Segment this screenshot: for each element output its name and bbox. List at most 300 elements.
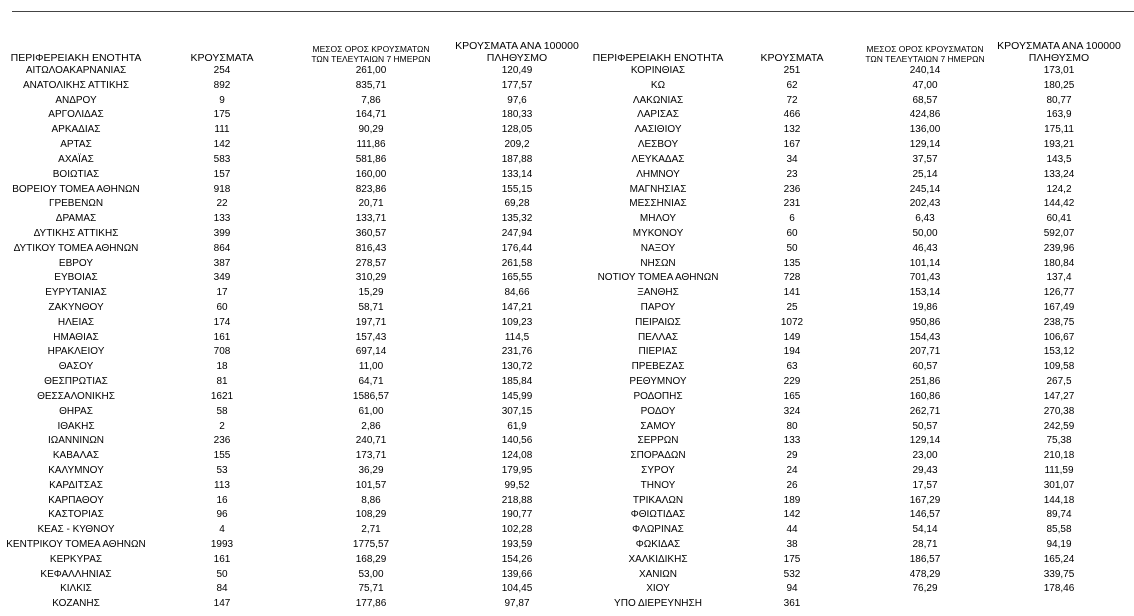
left-cases-cell: 399 <box>213 227 231 239</box>
left-avg7-cell: 2,86 <box>361 420 381 432</box>
header-per100k-right <box>994 38 1124 64</box>
left-avg7-cell: 1586,57 <box>352 390 390 402</box>
right-per100k-cell: 153,12 <box>1043 346 1075 358</box>
left-avg7-cell: 108,29 <box>355 509 387 521</box>
right-per100k-cell: 137,4 <box>1046 272 1072 284</box>
right-region-cell: ΡΟΔΟΠΗΣ <box>633 390 683 402</box>
table-row <box>4 316 1124 331</box>
right-per100k-cell: 239,96 <box>1043 242 1075 254</box>
right-region-cell: ΛΑΡΙΣΑΣ <box>637 109 679 121</box>
left-avg7-cell: 697,14 <box>355 346 387 358</box>
right-per100k-cell: 60,41 <box>1046 213 1072 225</box>
right-avg7-cell: 50,00 <box>912 227 938 239</box>
header-region-left: ΠΕΡΙΦΕΡΕΙΑΚΗ ΕΝΟΤΗΤΑ <box>10 52 142 64</box>
right-cases-cell: 80 <box>786 420 798 432</box>
table-row <box>4 108 1124 123</box>
left-region-cell: ΚΕΦΑΛΛΗΝΙΑΣ <box>40 568 112 580</box>
left-per100k-cell: 128,05 <box>501 124 533 136</box>
right-per100k-cell: 270,38 <box>1043 405 1075 417</box>
right-region-cell: ΥΠΟ ΔΙΕΡΕΥΝΗΣΗ <box>614 598 702 610</box>
table-row <box>4 568 1124 583</box>
left-cases-cell: 147 <box>213 598 231 610</box>
right-avg7-cell: 129,14 <box>909 435 941 447</box>
table-row <box>4 271 1124 286</box>
left-avg7-cell: 75,71 <box>358 583 384 595</box>
right-per100k-cell: 94,19 <box>1046 539 1072 550</box>
table-row <box>4 479 1124 494</box>
left-region-cell: ΑΧΑΪΑΣ <box>58 153 94 165</box>
left-cases-cell: 113 <box>214 479 230 491</box>
right-region-cell: ΣΠΟΡΑΔΩΝ <box>630 450 686 462</box>
left-per100k-cell: 140,56 <box>501 435 533 447</box>
right-cases-cell: 236 <box>783 183 801 195</box>
left-per100k-cell: 165,55 <box>501 272 533 284</box>
left-region-cell: ΘΕΣΠΡΩΤΙΑΣ <box>44 376 108 388</box>
left-region-cell: ΚΑΡΠΑΘΟΥ <box>48 494 104 506</box>
right-avg7-cell: 146,57 <box>909 509 941 521</box>
right-region-cell: ΧΙΟΥ <box>646 583 670 595</box>
header-row <box>4 38 1124 64</box>
right-per100k-cell: 163,9 <box>1046 109 1072 121</box>
right-avg7-cell: 60,57 <box>912 361 938 373</box>
table-row <box>4 405 1124 420</box>
right-per100k-cell: 267,5 <box>1046 376 1072 388</box>
right-avg7-cell: 424,86 <box>909 109 941 121</box>
left-per100k-cell: 97,6 <box>507 94 527 106</box>
right-cases-cell: 29 <box>786 450 798 462</box>
left-cases-cell: 583 <box>213 153 231 165</box>
right-per100k-cell: 133,24 <box>1043 168 1075 180</box>
right-per100k-cell: 178,46 <box>1043 583 1075 595</box>
right-cases-cell: 50 <box>786 242 798 254</box>
right-avg7-cell: 478,29 <box>909 568 941 580</box>
right-region-cell: ΠΕΛΛΑΣ <box>637 331 679 343</box>
left-region-cell: ΕΥΒΟΙΑΣ <box>54 272 98 284</box>
right-per100k-cell: 167,49 <box>1043 302 1075 313</box>
left-avg7-cell: 835,71 <box>355 79 387 91</box>
left-avg7-cell: 90,29 <box>358 124 384 136</box>
right-cases-cell: 229 <box>783 376 801 388</box>
right-region-cell: ΠΙΕΡΙΑΣ <box>638 346 678 358</box>
left-cases-cell: 81 <box>216 376 228 388</box>
right-avg7-cell: 240,14 <box>909 65 941 76</box>
right-cases-cell: 189 <box>783 494 801 506</box>
left-per100k-cell: 261,58 <box>501 257 533 269</box>
left-per100k-cell: 99,52 <box>504 479 530 491</box>
left-per100k-cell: 109,23 <box>501 316 533 328</box>
right-avg7-cell: 207,71 <box>909 346 941 358</box>
right-per100k-cell: 339,75 <box>1043 568 1075 580</box>
right-avg7-cell: 129,14 <box>909 139 941 151</box>
left-avg7-cell: 2,71 <box>361 524 381 536</box>
right-per100k-cell: 175,11 <box>1044 124 1074 136</box>
left-cases-cell: 175 <box>213 109 231 121</box>
right-avg7-cell: 76,29 <box>912 583 938 595</box>
right-region-cell: ΦΛΩΡΙΝΑΣ <box>632 524 684 536</box>
left-avg7-cell: 64,71 <box>358 376 384 388</box>
left-region-cell: ΑΡΚΑΔΙΑΣ <box>51 124 101 136</box>
left-region-cell: ΓΡΕΒΕΝΩΝ <box>48 198 104 210</box>
left-per100k-cell: 84,66 <box>504 287 530 299</box>
right-avg7-cell: 25,14 <box>912 168 938 180</box>
header-per100k-line1: ΚΡΟΥΣΜΑΤΑ ΑΝΑ 100000 <box>455 40 579 52</box>
left-per100k-cell: 177,57 <box>501 79 533 91</box>
right-region-cell: ΚΟΡΙΝΘΙΑΣ <box>630 65 686 76</box>
left-per100k-cell: 179,95 <box>501 464 533 476</box>
left-cases-cell: 708 <box>213 346 231 358</box>
left-per100k-cell: 209,2 <box>504 139 530 151</box>
left-cases-cell: 892 <box>213 79 231 91</box>
header-avg7-line1: ΜΕΣΟΣ ΟΡΟΣ ΚΡΟΥΣΜΑΤΩΝ <box>866 44 984 54</box>
right-region-cell: ΜΥΚΟΝΟΥ <box>632 227 684 239</box>
left-cases-cell: 58 <box>216 405 228 417</box>
left-region-cell: ΚΟΖΑΝΗΣ <box>52 598 100 610</box>
right-per100k-cell: 124,2 <box>1046 183 1072 195</box>
left-per100k-cell: 218,88 <box>501 494 533 506</box>
left-avg7-cell: 164,71 <box>355 109 387 121</box>
left-region-cell: ΘΗΡΑΣ <box>59 405 93 417</box>
left-region-cell: ΒΟΙΩΤΙΑΣ <box>52 168 100 180</box>
right-region-cell: ΜΑΓΝΗΣΙΑΣ <box>629 183 687 195</box>
left-region-cell: ΗΜΑΘΙΑΣ <box>53 331 99 343</box>
right-avg7-cell: 262,71 <box>909 405 941 417</box>
left-avg7-cell: 36,29 <box>358 464 384 476</box>
right-per100k-cell: 165,24 <box>1043 553 1075 565</box>
right-avg7-cell: 28,71 <box>912 539 938 550</box>
right-cases-cell: 133 <box>783 435 801 447</box>
right-per100k-cell: 109,58 <box>1043 361 1075 373</box>
right-per100k-cell: 89,74 <box>1046 509 1072 521</box>
right-region-cell: ΛΑΚΩΝΙΑΣ <box>632 94 684 106</box>
left-region-cell: ΙΩΑΝΝΙΝΩΝ <box>47 435 105 447</box>
right-cases-cell: 44 <box>786 524 798 536</box>
left-region-cell: ΚΕΡΚΥΡΑΣ <box>49 553 103 565</box>
left-avg7-cell: 261,00 <box>355 65 387 76</box>
right-region-cell: ΝΑΞΟΥ <box>640 242 676 254</box>
right-cases-cell: 194 <box>783 346 801 358</box>
left-cases-cell: 2 <box>219 420 225 432</box>
left-cases-cell: 161 <box>213 331 231 343</box>
left-region-cell: ΔΥΤΙΚΟΥ ΤΟΜΕΑ ΑΘΗΝΩΝ <box>13 242 139 254</box>
table-row <box>4 94 1124 109</box>
right-region-cell: ΣΕΡΡΩΝ <box>637 435 679 447</box>
left-per100k-cell: 185,84 <box>501 376 533 388</box>
right-avg7-cell: 54,14 <box>912 524 938 536</box>
table-row <box>4 138 1124 153</box>
right-cases-cell: 23 <box>786 168 798 180</box>
left-cases-cell: 161 <box>213 553 231 565</box>
right-cases-cell: 135 <box>783 257 801 269</box>
right-region-cell: ΧΑΛΚΙΔΙΚΗΣ <box>628 553 688 565</box>
left-cases-cell: 16 <box>216 494 228 506</box>
left-avg7-cell: 173,71 <box>355 450 387 462</box>
left-cases-cell: 18 <box>216 361 228 373</box>
right-per100k-cell: 238,75 <box>1043 316 1075 328</box>
right-avg7-cell: 153,14 <box>909 287 941 299</box>
left-cases-cell: 142 <box>213 139 231 151</box>
right-cases-cell: 728 <box>783 272 801 284</box>
table-row <box>4 360 1124 375</box>
left-per100k-cell: 231,76 <box>501 346 533 358</box>
right-avg7-cell: 245,14 <box>909 183 941 195</box>
right-cases-cell: 63 <box>786 361 798 373</box>
left-region-cell: ΑΝΑΤΟΛΙΚΗΣ ΑΤΤΙΚΗΣ <box>22 79 130 91</box>
right-region-cell: ΝΟΤΙΟΥ ΤΟΜΕΑ ΑΘΗΝΩΝ <box>597 272 719 284</box>
right-region-cell: ΣΥΡΟΥ <box>641 464 675 476</box>
right-region-cell: ΛΕΥΚΑΔΑΣ <box>631 153 685 165</box>
table-row <box>4 420 1124 435</box>
left-avg7-cell: 61,00 <box>358 405 384 417</box>
right-avg7-cell: 68,57 <box>912 94 938 106</box>
right-region-cell: ΦΘΙΩΤΙΔΑΣ <box>630 509 686 521</box>
left-region-cell: ΚΑΡΔΙΤΣΑΣ <box>49 479 103 491</box>
left-avg7-cell: 240,71 <box>355 435 387 447</box>
right-per100k-cell: 173,01 <box>1043 65 1075 76</box>
left-per100k-cell: 180,33 <box>501 109 533 121</box>
left-cases-cell: 9 <box>219 94 225 106</box>
right-region-cell: ΦΩΚΙΔΑΣ <box>635 539 681 550</box>
left-region-cell: ΚΑΛΥΜΝΟΥ <box>48 464 104 476</box>
left-per100k-cell: 190,77 <box>501 509 533 521</box>
right-cases-cell: 231 <box>783 198 801 210</box>
left-per100k-cell: 69,28 <box>504 198 530 210</box>
left-cases-cell: 84 <box>216 583 228 595</box>
left-region-cell: ΚΑΒΑΛΑΣ <box>52 450 100 462</box>
right-region-cell: ΤΗΝΟΥ <box>640 479 676 491</box>
right-cases-cell: 167 <box>783 139 801 151</box>
table-row <box>4 553 1124 568</box>
right-avg7-cell: 23,00 <box>912 450 938 462</box>
right-region-cell: ΜΕΣΣΗΝΙΑΣ <box>629 198 687 210</box>
table-row <box>4 449 1124 464</box>
right-cases-cell: 175 <box>783 553 801 565</box>
left-cases-cell: 236 <box>213 435 231 447</box>
right-cases-cell: 60 <box>786 227 798 239</box>
left-cases-cell: 17 <box>216 287 228 299</box>
left-region-cell: ΕΒΡΟΥ <box>58 257 94 269</box>
right-avg7-cell: 6,43 <box>915 213 935 225</box>
left-per100k-cell: 145,99 <box>501 390 533 402</box>
right-cases-cell: 25 <box>786 302 798 313</box>
left-per100k-cell: 114,5 <box>504 331 530 343</box>
left-avg7-cell: 310,29 <box>355 272 387 284</box>
right-avg7-cell: 17,57 <box>912 479 938 491</box>
left-cases-cell: 1993 <box>210 539 234 550</box>
left-avg7-cell: 168,29 <box>355 553 387 565</box>
right-per100k-cell: 143,5 <box>1046 153 1072 165</box>
table-row <box>4 168 1124 183</box>
left-avg7-cell: 1775,57 <box>352 539 390 550</box>
right-avg7-cell: 37,57 <box>912 153 938 165</box>
left-avg7-cell: 58,71 <box>358 302 384 313</box>
right-avg7-cell: 202,43 <box>909 198 941 210</box>
right-region-cell: ΠΕΙΡΑΙΩΣ <box>635 316 681 328</box>
left-cases-cell: 918 <box>213 183 231 195</box>
table-row <box>4 538 1124 553</box>
left-region-cell: ΚΑΣΤΟΡΙΑΣ <box>48 509 104 521</box>
left-per100k-cell: 61,9 <box>507 420 527 432</box>
left-avg7-cell: 197,71 <box>355 316 387 328</box>
right-cases-cell: 466 <box>783 109 801 121</box>
left-avg7-cell: 101,57 <box>355 479 387 491</box>
right-region-cell: ΞΑΝΘΗΣ <box>637 287 679 299</box>
right-per100k-cell: 126,77 <box>1043 287 1075 299</box>
header-avg7-line2: ΤΩΝ ΤΕΛΕΥΤΑΙΩΝ 7 ΗΜΕΡΩΝ <box>865 54 985 64</box>
left-avg7-cell: 111,86 <box>356 139 386 151</box>
header-per100k-left <box>446 38 588 64</box>
right-cases-cell: 26 <box>786 479 798 491</box>
right-region-cell: ΠΑΡΟΥ <box>640 302 676 313</box>
table-row <box>4 286 1124 301</box>
right-avg7-cell: 101,14 <box>909 257 941 269</box>
right-per100k-cell: 242,59 <box>1043 420 1075 432</box>
right-region-cell: ΛΑΣΙΘΙΟΥ <box>634 124 682 136</box>
right-per100k-cell: 111,59 <box>1044 464 1074 476</box>
right-per100k-cell <box>994 597 1124 612</box>
right-per100k-cell: 301,07 <box>1043 479 1075 491</box>
right-region-cell: ΡΕΘΥΜΝΟΥ <box>629 376 687 388</box>
right-region-cell: ΝΗΣΩΝ <box>640 257 676 269</box>
table-row <box>4 390 1124 405</box>
left-avg7-cell: 160,00 <box>355 168 387 180</box>
left-cases-cell: 864 <box>213 242 231 254</box>
right-cases-cell: 324 <box>783 405 801 417</box>
right-region-cell: ΠΡΕΒΕΖΑΣ <box>631 361 685 373</box>
header-avg7-line2: ΤΩΝ ΤΕΛΕΥΤΑΙΩΝ 7 ΗΜΕΡΩΝ <box>311 54 431 64</box>
header-per100k-line2: ΠΛΗΘΥΣΜΟ <box>486 52 548 64</box>
right-avg7-cell: 160,86 <box>909 390 941 402</box>
right-avg7-cell: 50,57 <box>912 420 938 432</box>
right-cases-cell: 532 <box>783 568 801 580</box>
left-per100k-cell: 130,72 <box>501 361 533 373</box>
table-row <box>4 464 1124 479</box>
header-avg7-right <box>856 38 994 64</box>
left-region-cell: ΒΟΡΕΙΟΥ ΤΟΜΕΑ ΑΘΗΝΩΝ <box>12 183 140 195</box>
right-cases-cell: 251 <box>783 65 801 76</box>
table-row <box>4 508 1124 523</box>
left-per100k-cell: 176,44 <box>501 242 533 254</box>
right-avg7-cell: 136,00 <box>909 124 941 136</box>
right-per100k-cell: 106,67 <box>1043 331 1075 343</box>
right-cases-cell: 149 <box>783 331 801 343</box>
left-cases-cell: 50 <box>216 568 228 580</box>
right-cases-cell: 165 <box>783 390 801 402</box>
right-cases-cell: 24 <box>786 464 798 476</box>
left-avg7-cell: 20,71 <box>358 198 384 210</box>
table-row <box>4 494 1124 509</box>
table-row <box>4 212 1124 227</box>
right-cases-cell: 132 <box>783 124 801 136</box>
right-avg7-cell: 950,86 <box>909 316 941 328</box>
left-per100k-cell: 97,87 <box>504 598 530 610</box>
header-region-right: ΠΕΡΙΦΕΡΕΙΑΚΗ ΕΝΟΤΗΤΑ <box>592 52 724 64</box>
header-cases-left: ΚΡΟΥΣΜΑΤΑ <box>190 52 254 64</box>
left-region-cell: ΗΡΑΚΛΕΙΟΥ <box>47 346 105 358</box>
table-row <box>4 582 1124 597</box>
right-region-cell: ΚΩ <box>650 79 666 91</box>
table-row <box>4 123 1124 138</box>
left-per100k-cell: 247,94 <box>501 227 533 239</box>
left-per100k-cell: 135,32 <box>501 213 533 225</box>
left-region-cell: ΚΙΛΚΙΣ <box>60 583 92 595</box>
right-per100k-cell: 75,38 <box>1046 435 1072 447</box>
left-region-cell: ΔΡΑΜΑΣ <box>55 213 97 225</box>
left-avg7-cell: 15,29 <box>358 287 384 299</box>
left-avg7-cell: 7,86 <box>361 94 381 106</box>
table-row <box>4 64 1124 79</box>
table-row <box>4 523 1124 538</box>
right-cases-cell: 361 <box>783 598 801 610</box>
left-avg7-cell: 8,86 <box>361 494 381 506</box>
right-avg7-cell: 19,86 <box>912 302 938 313</box>
left-region-cell: ΔΥΤΙΚΗΣ ΑΤΤΙΚΗΣ <box>33 227 119 239</box>
left-region-cell: ΖΑΚΥΝΘΟΥ <box>48 302 104 313</box>
right-cases-cell: 34 <box>786 153 798 165</box>
left-avg7-cell: 11,00 <box>358 361 384 373</box>
right-per100k-cell: 144,42 <box>1043 198 1075 210</box>
left-region-cell: ΑΝΔΡΟΥ <box>55 94 97 106</box>
table-row <box>4 197 1124 212</box>
right-cases-cell: 94 <box>786 583 798 595</box>
table-row <box>4 257 1124 272</box>
left-cases-cell: 157 <box>213 168 231 180</box>
left-avg7-cell: 581,86 <box>355 153 387 165</box>
left-avg7-cell: 53,00 <box>358 568 384 580</box>
top-border-line <box>12 11 1134 12</box>
left-per100k-cell: 154,26 <box>501 553 533 565</box>
right-avg7-cell: 47,00 <box>912 79 938 91</box>
left-region-cell: ΗΛΕΙΑΣ <box>57 316 95 328</box>
header-per100k-line2: ΠΛΗΘΥΣΜΟ <box>1028 52 1090 64</box>
left-per100k-cell: 133,14 <box>501 168 533 180</box>
left-avg7-cell: 816,43 <box>355 242 387 254</box>
left-cases-cell: 53 <box>216 464 228 476</box>
left-avg7-cell: 133,71 <box>355 213 387 225</box>
right-per100k-cell: 180,84 <box>1043 257 1075 269</box>
right-per100k-cell: 147,27 <box>1043 390 1075 402</box>
right-cases-cell: 6 <box>789 213 795 225</box>
left-avg7-cell: 278,57 <box>355 257 387 269</box>
left-per100k-cell: 120,49 <box>501 65 533 76</box>
left-region-cell: ΘΕΣΣΑΛΟΝΙΚΗΣ <box>37 390 115 402</box>
left-cases-cell: 349 <box>213 272 231 284</box>
right-region-cell: ΛΗΜΝΟΥ <box>636 168 680 180</box>
left-cases-cell: 155 <box>213 450 231 462</box>
left-region-cell: ΕΥΡΥΤΑΝΙΑΣ <box>45 287 107 299</box>
header-cases-right: ΚΡΟΥΣΜΑΤΑ <box>760 52 824 64</box>
table-row <box>4 301 1124 316</box>
left-per100k-cell: 124,08 <box>501 450 533 462</box>
right-avg7-cell: 701,43 <box>909 272 941 284</box>
right-avg7-cell: 186,57 <box>909 553 941 565</box>
left-cases-cell: 96 <box>216 509 228 521</box>
left-cases-cell: 4 <box>219 524 225 536</box>
left-cases-cell: 111 <box>214 124 230 136</box>
left-cases-cell: 22 <box>216 198 228 210</box>
right-cases-cell: 1072 <box>780 316 804 328</box>
table-row <box>4 434 1124 449</box>
right-per100k-cell: 592,07 <box>1043 227 1075 239</box>
right-cases-cell: 72 <box>786 94 798 106</box>
header-per100k-line1: ΚΡΟΥΣΜΑΤΑ ΑΝΑ 100000 <box>997 40 1121 52</box>
right-avg7-cell: 46,43 <box>912 242 938 254</box>
right-cases-cell: 142 <box>783 509 801 521</box>
table-row <box>4 227 1124 242</box>
left-cases-cell: 174 <box>213 316 231 328</box>
table-row <box>4 183 1124 198</box>
right-per100k-cell: 210,18 <box>1043 450 1075 462</box>
right-region-cell: ΛΕΣΒΟΥ <box>637 139 679 151</box>
